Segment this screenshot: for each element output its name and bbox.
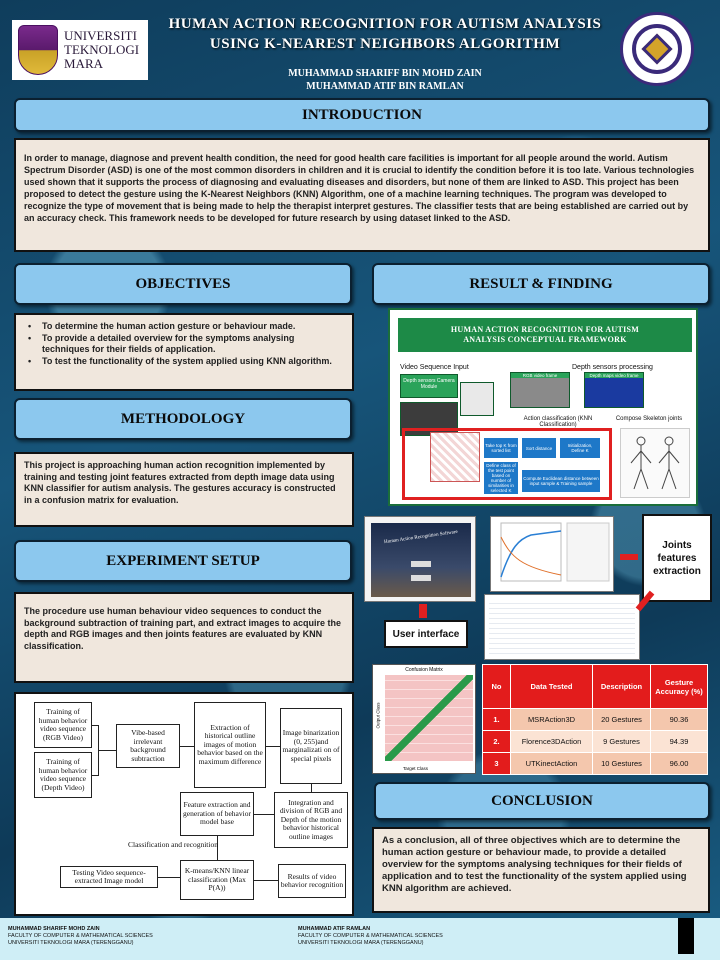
footer-left-name: MUHAMMAD SHARIFF MOHD ZAIN <box>8 926 100 932</box>
objectives-heading: OBJECTIVES <box>14 263 352 305</box>
poster-authors <box>160 67 610 93</box>
confusion-xlabel: Target Class <box>403 766 429 771</box>
fw-depth-cam-box: Depth sensors Camera Module <box>400 374 458 398</box>
methodology-text: This project is approaching human action recognition implemented by training and testing joint features extracted from depth image data using KNN classifier for autism analysis. The gestures accuracy is constructed in a confusion matrix for evaluation. <box>14 452 354 527</box>
flow-feature: Feature extraction and generation of behavior model base <box>180 792 254 836</box>
cell-desc: 20 Gestures <box>593 709 651 731</box>
objectives-box <box>14 313 354 391</box>
confusion-ylabel: Output Class <box>375 702 381 729</box>
intro-text: In order to manage, diagnose and prevent health condition, the need for good health care facilities is important for all people around the world. Autism Spectrum Disorder (ASD) is one of the most common disorders in children and it is crucial to identify the condition before it is too late. Various technologies used shown that it supports the process of diagnosing and evaluating diseases and disorders, but none of them are linked to ASD. This project has been proposed to detect the gesture using the K-Nearest Neighbors (KNN) Algorithm, one of a machine learning techniques. The program was developed to recognize the type of movement that is being made to help the therapist interpret gestures. The classifier tests that are being established are carried out by an accuracy check. This framework needs to be developed for future research by using dataset linked to the ASD. <box>14 138 710 252</box>
fw-b3: Initialization, Define K <box>560 438 600 458</box>
uni-line3: MARA <box>64 56 104 71</box>
fw-compose: Compose Skeleton joints <box>615 416 683 422</box>
cell-acc: 90.36 <box>651 709 708 731</box>
footer-left-uni: UNIVERSITI TEKNOLOGI MARA (TERENGGANU) <box>8 940 134 946</box>
ui-arrow-icon <box>419 604 427 618</box>
title-line1: HUMAN ACTION RECOGNITION FOR AUTISM ANALYSIS <box>168 16 602 32</box>
table-row <box>483 709 708 731</box>
objective-item: • To test the functionality of the system applied using KNN algorithm. <box>24 356 344 368</box>
th-acc: Gesture Accuracy (%) <box>651 665 708 709</box>
cell-no: 2. <box>483 731 511 753</box>
results-heading: RESULT & FINDING <box>372 263 710 305</box>
ui-screenshot <box>364 516 476 602</box>
conclusion-heading: CONCLUSION <box>374 782 710 820</box>
cell-data: MSRAction3D <box>511 709 593 731</box>
fw-camera-image <box>460 382 494 416</box>
cell-desc: 9 Gestures <box>593 731 651 753</box>
methodology-heading: METHODOLOGY <box>14 398 352 440</box>
footer-bar <box>678 918 694 954</box>
experiment-heading: EXPERIMENT SETUP <box>14 540 352 582</box>
table-row <box>483 731 708 753</box>
uitm-logo <box>12 20 148 80</box>
console-screenshot <box>484 594 640 660</box>
confusion-matrix <box>372 664 476 774</box>
user-interface-callout: User interface <box>384 620 468 648</box>
conclusion-text: As a conclusion, all of three objectives which are to determine the human action gesture or behaviour made, to provide a detailed overview for the symptoms analysing techniques for their fields of application and to test the functionality of the system applied using KNN algorithm are achieved. <box>372 827 710 913</box>
fw-rgb-frame: RGB video frame <box>510 372 570 408</box>
fw-matrix-image <box>430 432 480 482</box>
fw-skeleton-image <box>620 428 690 498</box>
flow-vibe: Vibe-based irrelevant background subtraction <box>116 724 180 768</box>
flow-knn: K-means/KNN linear classification (Max P(A)) <box>180 860 254 900</box>
th-no: No <box>483 665 511 709</box>
uitm-crest-icon <box>18 25 58 75</box>
cell-data: Florence3DAction <box>511 731 593 753</box>
fw-video-input: Video Sequence Input <box>400 364 469 371</box>
cell-acc: 94.39 <box>651 731 708 753</box>
uni-line2: TEKNOLOGI <box>64 42 140 57</box>
uni-line1: UNIVERSITI <box>64 28 137 43</box>
th-desc: Description <box>593 665 651 709</box>
title-line2: USING K-NEAREST NEIGHBORS ALGORITHM <box>209 36 561 52</box>
table-row <box>483 753 708 775</box>
faculty-logo <box>620 12 694 86</box>
experiment-flowchart <box>14 692 354 916</box>
footer-right-faculty: FACULTY OF COMPUTER & MATHEMATICAL SCIENCES <box>298 933 443 939</box>
th-data: Data Tested <box>511 665 593 709</box>
footer-left-faculty: FACULTY OF COMPUTER & MATHEMATICAL SCIENCES <box>8 933 153 939</box>
results-table <box>482 664 708 774</box>
fw-b4: Define class of the test point based on number of similarities in selected K <box>484 462 518 494</box>
cell-data: UTKinectAction <box>511 753 593 775</box>
fw-b1: Take top K from sorted list <box>484 438 518 458</box>
author2: MUHAMMAD ATIF BIN RAMLAN <box>306 81 464 92</box>
uitm-wordmark <box>64 29 139 71</box>
footer-right-uni: UNIVERSITI TEKNOLOGI MARA (TERENGGANU) <box>298 940 424 946</box>
flow-train-rgb: Training of human behavior video sequence (RGB Video) <box>34 702 92 748</box>
fw-b5: Compute Euclidean distance between input sample & Training sample <box>522 470 600 492</box>
cell-no: 3 <box>483 753 511 775</box>
cell-no: 1. <box>483 709 511 731</box>
footer-right <box>298 926 443 947</box>
objective-item: • To provide a detailed overview for the symptoms analysing techniques for their fields of application. <box>24 333 344 356</box>
joints-callout: Joints features extraction <box>642 514 712 602</box>
footer <box>0 918 720 960</box>
cell-desc: 10 Gestures <box>593 753 651 775</box>
conceptual-framework <box>388 308 698 506</box>
framework-title: HUMAN ACTION RECOGNITION FOR AUTISM ANALYSIS CONCEPTUAL FRAMEWORK <box>398 318 692 352</box>
poster-title <box>160 14 610 54</box>
flow-results: Results of video behavior recognition <box>278 864 346 898</box>
fw-b2: Sort distance <box>522 438 556 458</box>
experiment-text: The procedure use human behaviour video sequences to conduct the background subtraction of training part, and extract images to acquire the depth and RGB images and then joints features are evaluated by KNN classification. <box>14 592 354 683</box>
flow-integration: Integration and division of RGB and Depth of the motion behavior historical outline images <box>274 792 348 848</box>
footer-left <box>8 926 153 947</box>
objective-item: • To determine the human action gesture or behaviour made. <box>24 321 344 333</box>
flow-extraction: Extraction of historical outline images of motion behavior based on the maximum difference <box>194 702 266 788</box>
flow-class-label: Classification and recognition <box>128 840 218 849</box>
cell-acc: 96.00 <box>651 753 708 775</box>
author1: MUHAMMAD SHARIFF BIN MOHD ZAIN <box>288 68 482 79</box>
intro-heading: INTRODUCTION <box>14 98 710 132</box>
flow-testing: Testing Video sequence-extracted Image model <box>60 866 158 888</box>
footer-right-name: MUHAMMAD ATIF RAMLAN <box>298 926 371 932</box>
faculty-emblem-icon <box>632 24 682 74</box>
joints-arrow-icon <box>620 554 638 560</box>
flow-binarization: Image binarization (0, 255)and marginalizati on of special pixels <box>280 708 342 784</box>
confusion-title: Confusion Matrix <box>405 667 443 673</box>
fw-action-class: Action classification (KNN Classification) <box>523 416 593 428</box>
training-plot-screenshot <box>490 516 614 592</box>
fw-depth-proc: Depth sensors processing <box>572 364 653 371</box>
fw-depth-frame: Depth maps video frame <box>584 372 644 408</box>
flow-train-depth: Training of human behavior video sequence (Depth Video) <box>34 752 92 798</box>
ui-title: Human Action Recognition Software <box>383 529 459 546</box>
